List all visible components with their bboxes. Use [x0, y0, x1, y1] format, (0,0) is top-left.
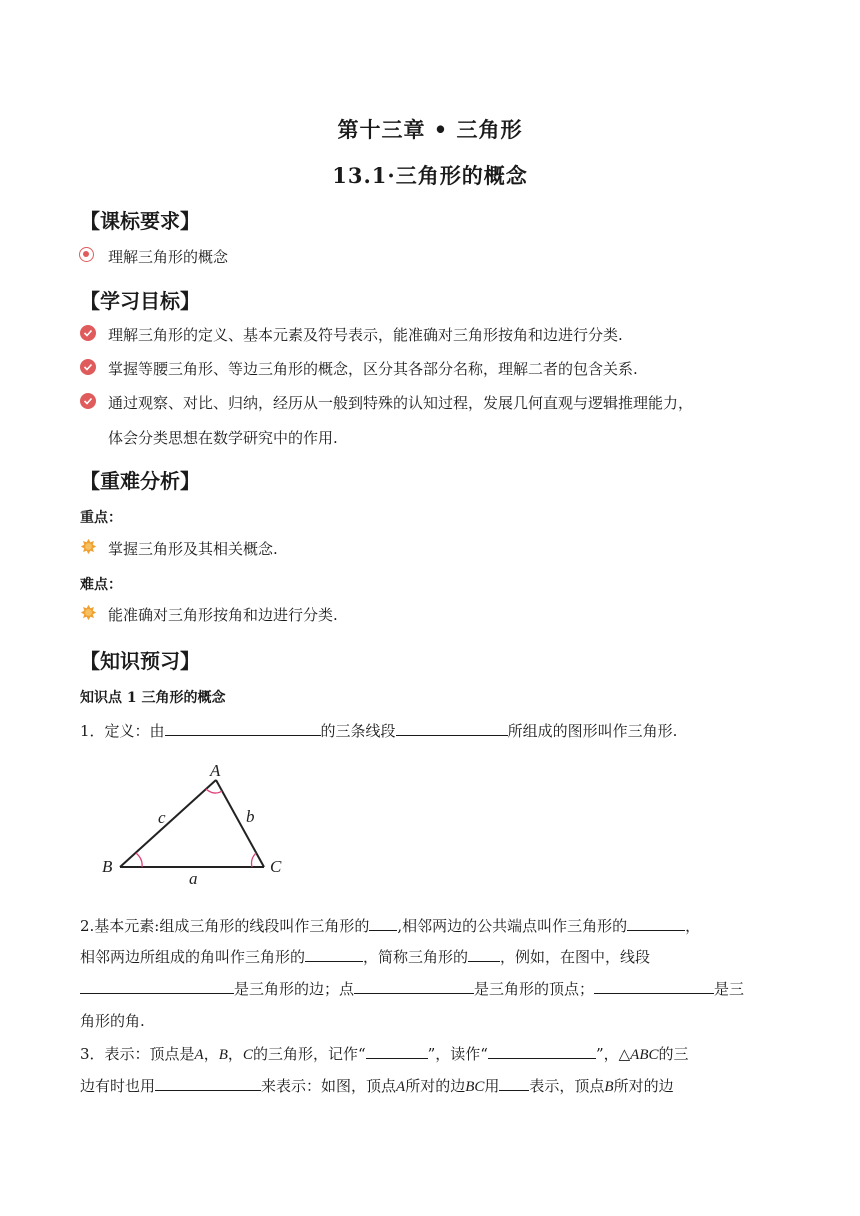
- check-icon: [80, 359, 96, 375]
- q3-var: A: [396, 1079, 406, 1095]
- chapter-title: 第十三章 • 三角形: [337, 117, 523, 142]
- answer-blank[interactable]: [165, 721, 321, 736]
- q2-text: 是三角形的顶点；: [474, 980, 595, 998]
- q2-text: ，例如，在图中，线段: [500, 948, 651, 966]
- q2-text: 相邻两边所组成的角叫作三角形的: [80, 948, 306, 966]
- answer-blank[interactable]: [488, 1044, 596, 1059]
- q3-text: 来表示：如图，顶点: [261, 1077, 397, 1095]
- side-b-label: b: [246, 807, 255, 826]
- q2-text: ，简称三角形的: [363, 948, 469, 966]
- objective-item: 掌握等腰三角形、等边三角形的概念，区分其各部分名称，理解二者的包含关系.: [108, 360, 638, 378]
- objective-item: 通过观察、对比、归纳，经历从一般到特殊的认知过程，发展几何直观与逻辑推理能力，: [108, 394, 694, 412]
- difficulty-label: 难点：: [80, 577, 122, 593]
- q1-text: 1．定义：由: [80, 722, 165, 740]
- check-icon: [80, 325, 96, 341]
- question-3-line-1: [80, 1043, 689, 1064]
- answer-blank[interactable]: [354, 979, 474, 994]
- preview-heading: 【知识预习】: [80, 649, 200, 673]
- key-point-label: 重点：: [80, 510, 122, 526]
- answer-blank[interactable]: [594, 979, 714, 994]
- vertex-c-label: C: [270, 857, 282, 876]
- triangle-figure: [96, 760, 296, 885]
- sun-icon: [80, 538, 97, 555]
- answer-blank[interactable]: [499, 1076, 529, 1091]
- answer-blank[interactable]: [305, 947, 363, 962]
- curriculum-item: 理解三角形的概念: [108, 248, 229, 266]
- check-icon: [80, 393, 96, 409]
- answer-blank[interactable]: [369, 916, 397, 931]
- target-icon: [79, 247, 94, 262]
- question-1: [80, 720, 677, 741]
- q2-text: 2.基本元素:组成三角形的线段叫作三角形的: [80, 917, 370, 935]
- vertex-b-label: B: [102, 857, 113, 876]
- answer-blank[interactable]: [627, 916, 685, 931]
- q2-text: ，: [685, 917, 701, 935]
- objective-item: 理解三角形的定义、基本元素及符号表示，能准确对三角形按角和边进行分类.: [108, 326, 623, 344]
- question-3-line-2: [80, 1075, 674, 1096]
- q2-text: 是三角形的边；点: [234, 980, 355, 998]
- side-c-label: c: [158, 808, 166, 827]
- q3-var: ABC: [630, 1047, 659, 1063]
- answer-blank[interactable]: [366, 1044, 428, 1059]
- question-2-line-1: [80, 915, 700, 936]
- objectives-heading: 【学习目标】: [80, 289, 200, 313]
- q3-text: 的三: [658, 1045, 689, 1063]
- q3-var: A: [194, 1047, 204, 1063]
- angle-b-arc: [136, 853, 142, 867]
- side-b-line: [216, 780, 264, 867]
- angle-c-arc: [252, 853, 257, 867]
- side-c-line: [120, 780, 216, 867]
- answer-blank[interactable]: [468, 947, 500, 962]
- q1-text: 的三条线段: [320, 722, 396, 740]
- answer-blank[interactable]: [80, 979, 234, 994]
- q3-text: 所对的边: [613, 1077, 674, 1095]
- question-2-line-3: [80, 978, 744, 999]
- q3-text: ”，△: [595, 1045, 631, 1063]
- analysis-heading: 【重难分析】: [80, 469, 200, 493]
- section-title: 13.1·三角形的概念: [332, 163, 528, 188]
- q3-text: ，: [203, 1045, 219, 1063]
- angle-a-arc: [206, 789, 222, 793]
- q3-text: 用: [484, 1077, 500, 1095]
- q2-text: ,相邻两边的公共端点叫作三角形的: [397, 917, 628, 935]
- objective-item-continued: 体会分类思想在数学研究中的作用.: [108, 429, 338, 447]
- sun-icon: [80, 604, 97, 621]
- answer-blank[interactable]: [155, 1076, 261, 1091]
- q3-text: ，: [227, 1045, 243, 1063]
- q3-var: C: [242, 1047, 253, 1063]
- q3-var: B: [604, 1079, 614, 1095]
- q1-text: 所组成的图形叫作三角形.: [507, 722, 678, 740]
- q3-text: ”，读作“: [427, 1045, 488, 1063]
- q3-text: 表示，顶点: [529, 1077, 605, 1095]
- curriculum-heading: 【课标要求】: [80, 209, 200, 233]
- q3-text: 所对的边: [405, 1077, 466, 1095]
- q3-text: 边有时也用: [80, 1077, 156, 1095]
- answer-blank[interactable]: [396, 721, 508, 736]
- difficulty-item: 能准确对三角形按角和边进行分类.: [108, 606, 338, 624]
- question-2-line-2: [80, 946, 650, 967]
- knowledge-point-label: 知识点 1 三角形的概念: [80, 690, 226, 706]
- q3-var: B: [218, 1047, 228, 1063]
- q3-text: 的三角形，记作“: [252, 1045, 366, 1063]
- q3-text: 3．表示：顶点是: [80, 1045, 195, 1063]
- q2-text: 是三: [714, 980, 745, 998]
- side-a-label: a: [189, 869, 198, 885]
- q3-var: BC: [465, 1079, 485, 1095]
- question-2-line-4: 角形的角.: [80, 1012, 145, 1030]
- key-point-item: 掌握三角形及其相关概念.: [108, 540, 278, 558]
- vertex-a-label: A: [210, 761, 221, 780]
